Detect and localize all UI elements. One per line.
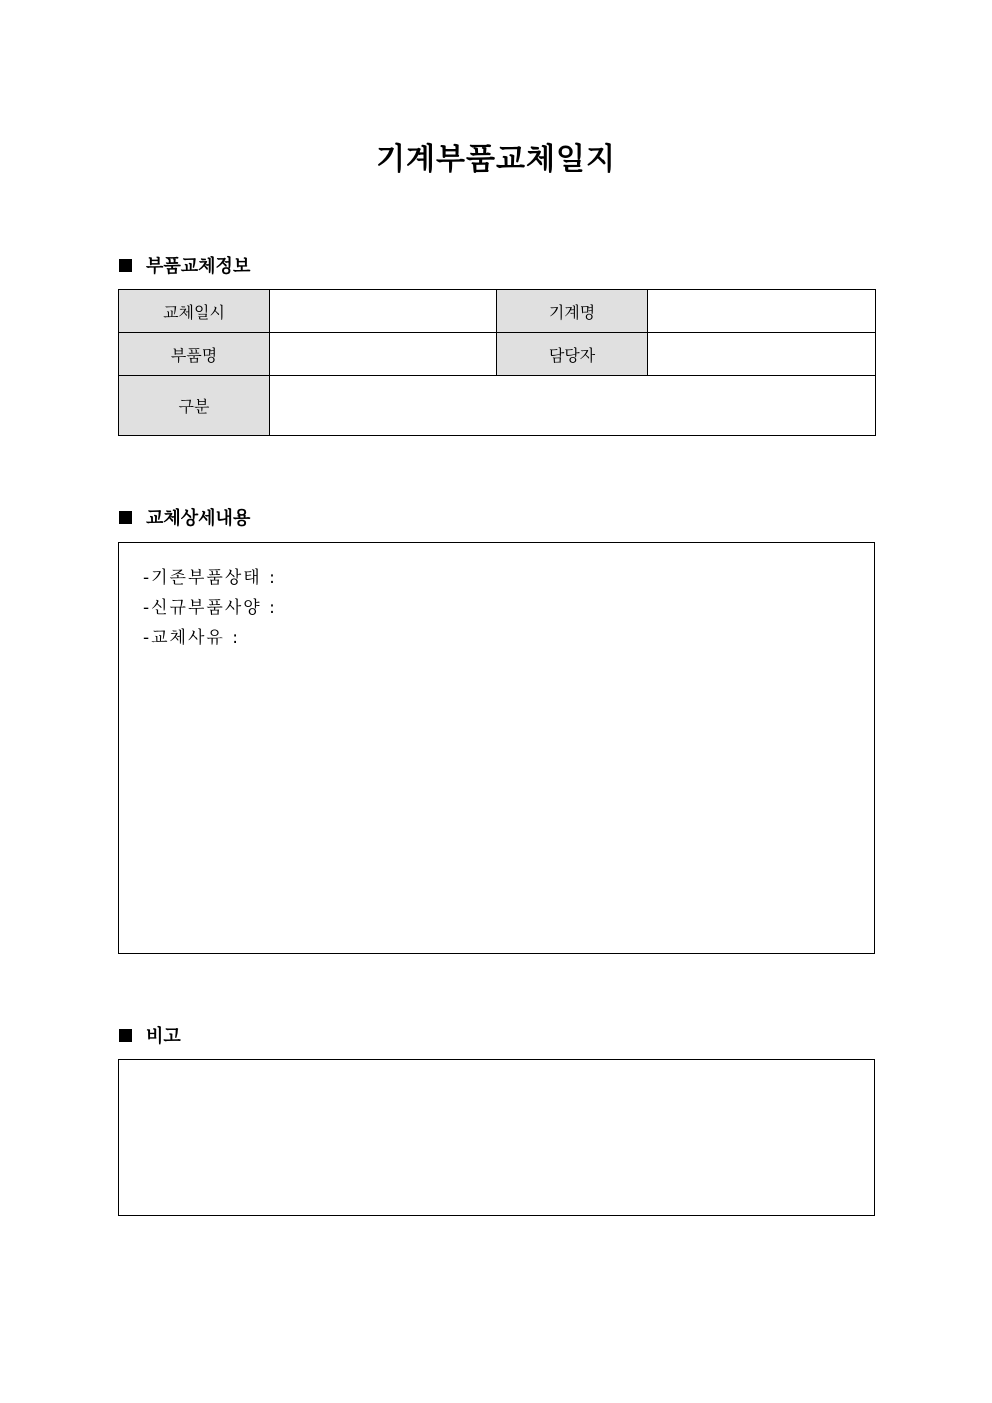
remarks-content-box[interactable] (118, 1059, 875, 1216)
part-info-table (118, 289, 876, 436)
part-name-field[interactable] (270, 333, 497, 376)
section-heading-detail-label: 교체상세내용 (146, 508, 251, 529)
new-part-spec-line: -신규부품사양 : (143, 598, 277, 618)
section-heading-remarks-label: 비고 (146, 1026, 181, 1047)
black-square-icon (119, 259, 132, 272)
category-field[interactable] (270, 376, 876, 436)
existing-part-status-line: -기존부품상태 : (143, 568, 277, 588)
section-heading-info-label: 부품교체정보 (146, 256, 251, 277)
machine-name-field[interactable] (648, 290, 876, 333)
table-row (119, 290, 876, 333)
section-heading-remarks (119, 1023, 181, 1047)
machine-name-label: 기계명 (497, 290, 648, 333)
detail-lines (143, 563, 277, 653)
manager-label: 담당자 (497, 333, 648, 376)
replace-datetime-field[interactable] (270, 290, 497, 333)
manager-field[interactable] (648, 333, 876, 376)
detail-content-box[interactable] (118, 542, 875, 954)
section-heading-info (119, 253, 250, 277)
replace-reason-line: -교체사유 : (143, 628, 240, 648)
category-label: 구분 (119, 376, 270, 436)
page-title: 기계부품교체일지 (376, 142, 616, 177)
part-name-label: 부품명 (119, 333, 270, 376)
section-heading-detail (119, 505, 250, 529)
replace-datetime-label: 교체일시 (119, 290, 270, 333)
table-row (119, 333, 876, 376)
black-square-icon (119, 1029, 132, 1042)
table-row (119, 376, 876, 436)
black-square-icon (119, 511, 132, 524)
